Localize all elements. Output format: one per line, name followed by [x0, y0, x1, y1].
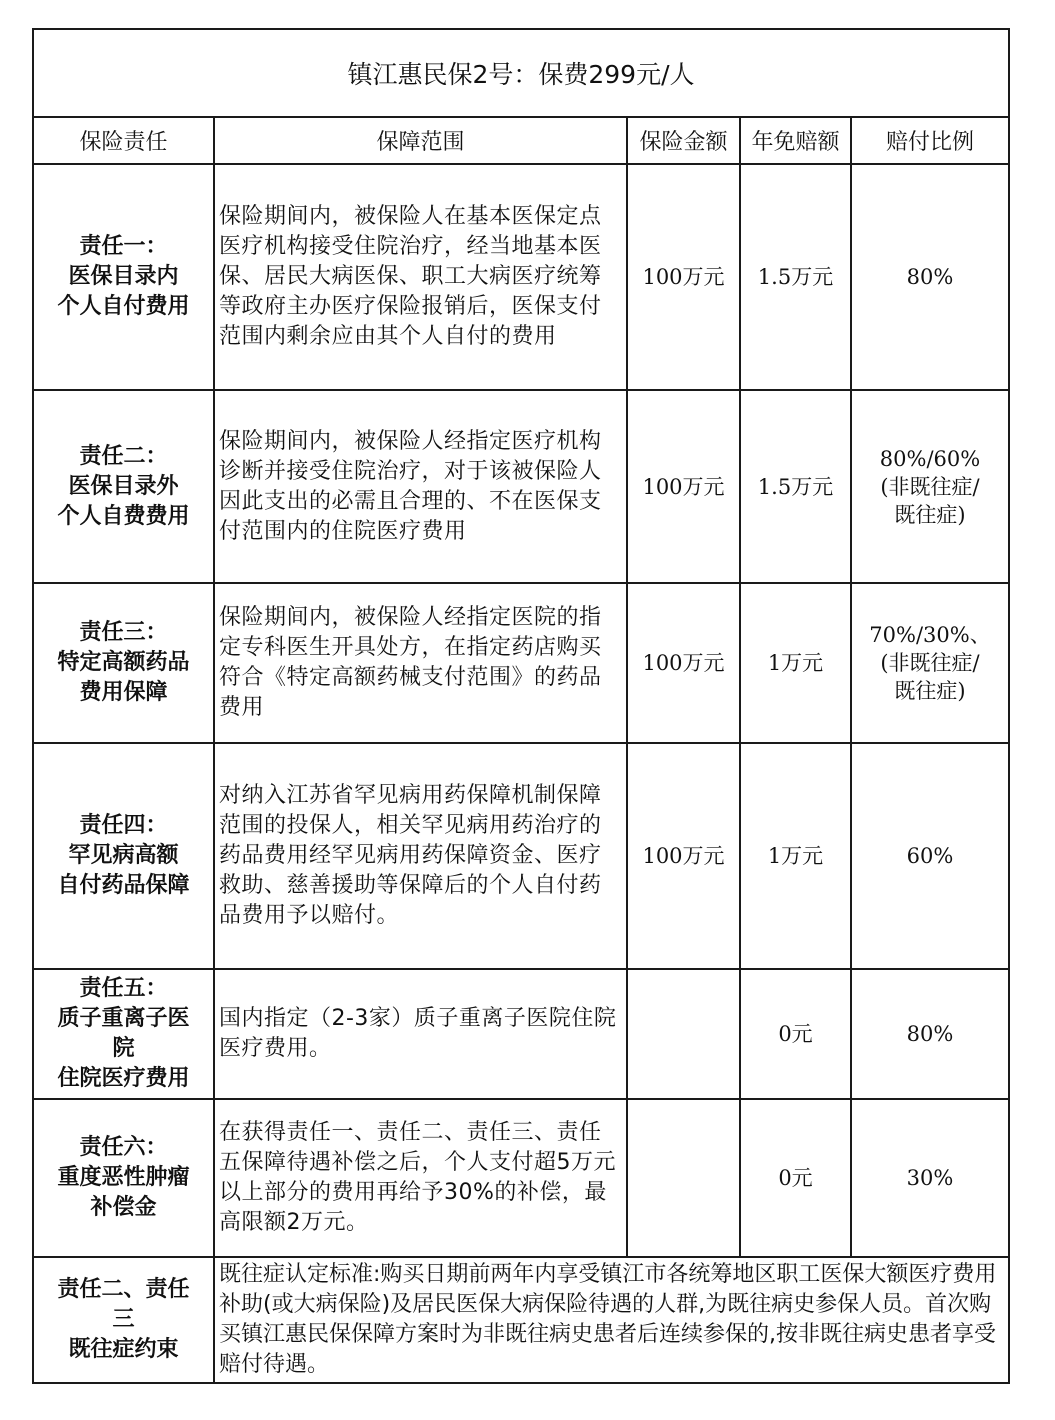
deductible-amount: 1.5万元	[740, 390, 851, 583]
table-row	[33, 583, 1009, 743]
responsibility-name	[33, 164, 214, 390]
table-row	[33, 164, 1009, 390]
ratio-line: 80%	[906, 1022, 954, 1046]
table-title: 镇江惠民保2号：保费299元/人	[33, 29, 1009, 117]
name-line: 三	[112, 1307, 135, 1332]
header-row	[33, 117, 1009, 164]
name-line: 自付药品保障	[57, 873, 190, 898]
name-line: 医保目录内	[68, 264, 179, 289]
payout-ratio	[851, 164, 1009, 390]
payout-ratio	[851, 743, 1009, 969]
scope-text: 国内指定（2-3家）质子重离子医院住院医疗费用。	[214, 969, 627, 1099]
insured-amount: 100万元	[627, 743, 740, 969]
ratio-line: 70%/30%、	[869, 623, 991, 647]
insured-amount: 100万元	[627, 583, 740, 743]
name-line: 费用保障	[79, 680, 168, 705]
name-line: 特定高额药品	[57, 650, 190, 675]
ratio-line: 既往症)	[894, 679, 966, 703]
scope-text: 保险期间内，被保险人经指定医院的指定专科医生开具处方，在指定药店购买符合《特定高额药械支付范围》的药品费用	[214, 583, 627, 743]
insured-amount: 100万元	[627, 390, 740, 583]
insured-amount	[627, 1099, 740, 1257]
header-ratio: 赔付比例	[851, 117, 1009, 164]
insurance-document	[32, 28, 1008, 1384]
ratio-line: 60%	[906, 844, 954, 868]
name-line: 院	[112, 1036, 135, 1061]
deductible-amount: 1.5万元	[740, 164, 851, 390]
name-line: 罕见病高额	[68, 843, 179, 868]
payout-ratio	[851, 969, 1009, 1099]
name-line: 责任三：	[79, 620, 168, 645]
ratio-line: 80%	[906, 265, 954, 289]
responsibility-name	[33, 969, 214, 1099]
responsibility-name	[33, 743, 214, 969]
ratio-line: (非既往症/	[880, 474, 980, 499]
payout-ratio	[851, 583, 1009, 743]
name-line: 个人自付费用	[57, 294, 190, 319]
deductible-amount: 1万元	[740, 743, 851, 969]
responsibility-name	[33, 1257, 214, 1383]
name-line: 既往症约束	[68, 1337, 179, 1362]
name-line: 质子重离子医	[57, 1006, 190, 1031]
name-line: 责任二：	[79, 443, 168, 469]
payout-ratio	[851, 1099, 1009, 1257]
header-amount: 保险金额	[627, 117, 740, 164]
header-scope: 保障范围	[214, 117, 627, 164]
scope-text: 在获得责任一、责任二、责任三、责任五保障待遇补偿之后，个人支付超5万元以上部分的费用再给予30%的补偿，最高限额2万元。	[214, 1099, 627, 1257]
name-line: 责任六：	[79, 1135, 168, 1160]
insurance-table	[32, 28, 1010, 1384]
name-line: 责任一：	[79, 234, 168, 259]
header-deductible: 年免赔额	[740, 117, 851, 164]
name-line: 重度恶性肿瘤	[57, 1165, 190, 1190]
responsibility-name	[33, 390, 214, 583]
deductible-amount: 0元	[740, 1099, 851, 1257]
insured-amount: 100万元	[627, 164, 740, 390]
name-line: 责任四：	[79, 813, 168, 838]
deductible-amount: 0元	[740, 969, 851, 1099]
table-row	[33, 1099, 1009, 1257]
header-responsibility: 保险责任	[33, 117, 214, 164]
table-row	[33, 969, 1009, 1099]
scope-text: 保险期间内，被保险人经指定医疗机构诊断并接受住院治疗，对于该被保险人因此支出的必需且合理的、不在医保支付范围内的住院医疗费用	[214, 390, 627, 583]
pre-existing-condition-row	[33, 1257, 1009, 1383]
scope-text: 对纳入江苏省罕见病用药保障机制保障范围的投保人，相关罕见病用药治疗的药品费用经罕见病用药保障资金、医疗救助、慈善援助等保障后的个人自付药品费用予以赔付。	[214, 743, 627, 969]
scope-text: 保险期间内，被保险人在基本医保定点医疗机构接受住院治疗，经当地基本医保、居民大病医保、职工大病医疗统筹等政府主办医疗保险报销后，医保支付范围内剩余应由其个人自付的费用	[214, 164, 627, 390]
ratio-line: 既往症)	[894, 502, 966, 527]
ratio-line: 30%	[906, 1166, 954, 1190]
name-line: 医保目录外	[68, 473, 179, 499]
pre-existing-condition-note: 既往症认定标准:购买日期前两年内享受镇江市各统筹地区职工医保大额医疗费用补助(或大病保险)及居民医保大病保险待遇的人群,为既往病史参保人员。首次购买镇江惠民保保障方案时为非既往病史患者后连续参保的,按非既往病史患者享受赔付待遇。	[214, 1257, 1009, 1383]
name-line: 补偿金	[90, 1195, 157, 1220]
payout-ratio	[851, 390, 1009, 583]
name-line: 责任五：	[79, 976, 168, 1001]
name-line: 个人自费费用	[57, 503, 190, 529]
name-line: 住院医疗费用	[57, 1066, 190, 1091]
table-row	[33, 390, 1009, 583]
deductible-amount: 1万元	[740, 583, 851, 743]
name-line: 责任二、责任	[57, 1277, 190, 1302]
table-row	[33, 743, 1009, 969]
responsibility-name	[33, 583, 214, 743]
ratio-line: 80%/60%	[879, 446, 981, 471]
ratio-line: (非既往症/	[880, 651, 980, 675]
insured-amount	[627, 969, 740, 1099]
responsibility-name	[33, 1099, 214, 1257]
